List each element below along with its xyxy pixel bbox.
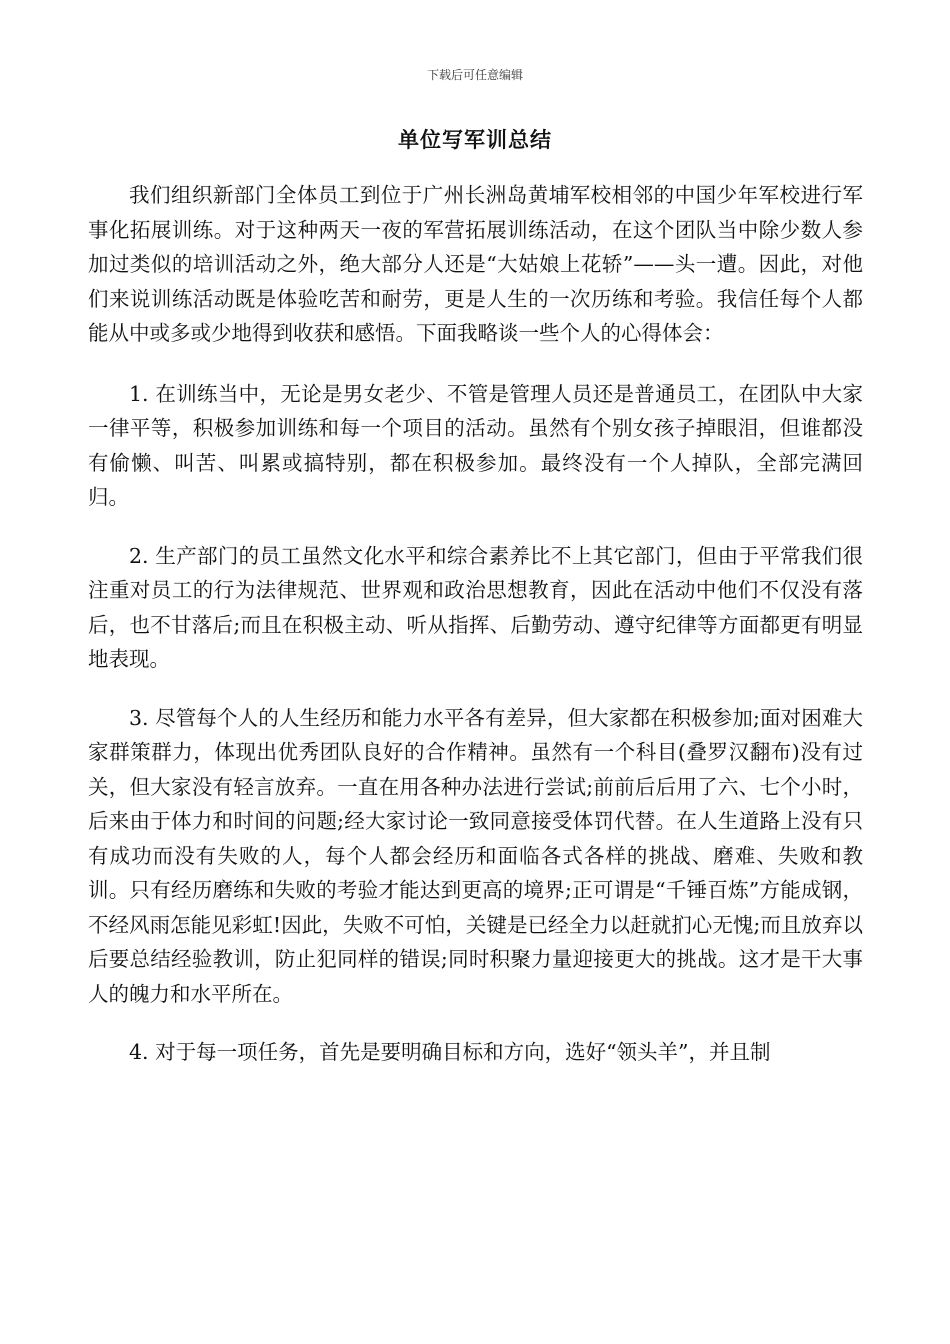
paragraph-point-3: 3. 尽管每个人的人生经历和能力水平各有差异，但大家都在积极参加;面对困难大家群策群力，体现出优秀团队良好的合作精神。虽然有一个科目(叠罗汉翻布)没有过关，但大家没有轻言放弃。一直在用各种办法进行尝试;前前后后用了六、七个小时，后来由于体力和时间的问题;经大家讨论一致同意接受体罚代替。在人生道路上没有只有成功而没有失败的人，每个人都会经历和面临各式各样的挑战、磨难、失败和教训。只有经历磨练和失败的考验才能达到更高的境界;正可谓是“千锤百炼”方能成钢，不经风雨怎能见彩虹!因此，失败不可怕，关键是已经全力以赶就扪心无愧;而且放弃以后要总结经验教训，防止犯同样的错误;同时积聚力量迎接更大的挑战。这才是干大事人的魄力和水平所在。 <box>88 705 863 1006</box>
paragraph-point-2: 2. 生产部门的员工虽然文化水平和综合素养比不上其它部门，但由于平常我们很注重对员工的行为法律规范、世界观和政治思想教育，因此在活动中他们不仅没有落后，也不甘落后;而且在积极主动、听从指挥、后勤劳动、遵守纪律等方面都更有明显地表现。 <box>88 543 863 671</box>
header-note: 下载后可任意编辑 <box>426 68 523 82</box>
paragraph-intro: 我们组织新部门全体员工到位于广州长洲岛黄埔军校相邻的中国少年军校进行军事化拓展训练。对于这种两天一夜的军营拓展训练活动，在这个团队当中除少数人参加过类似的培训活动之外，绝大部分人还是“大姑娘上花轿”——头一遭。因此，对他们来说训练活动既是体验吃苦和耐劳，更是人生的一次历练和考验。我信任每个人都能从中或多或少地得到收获和感悟。下面我略谈一些个人的心得体会： <box>88 183 863 345</box>
paragraph-point-4: 4. 对于每一项任务，首先是要明确目标和方向，选好“领头羊”，并且制 <box>129 1040 771 1064</box>
document-title: 单位写军训总结 <box>398 127 552 152</box>
paragraph-point-1: 1. 在训练当中，无论是男女老少、不管是管理人员还是普通员工，在团队中大家一律平等，积极参加训练和每一个项目的活动。虽然有个别女孩子掉眼泪，但谁都没有偷懒、叫苦、叫累或搞特别，都在积极参加。最终没有一个人掉队，全部完满回归。 <box>88 381 863 509</box>
document-body <box>88 178 863 1094</box>
